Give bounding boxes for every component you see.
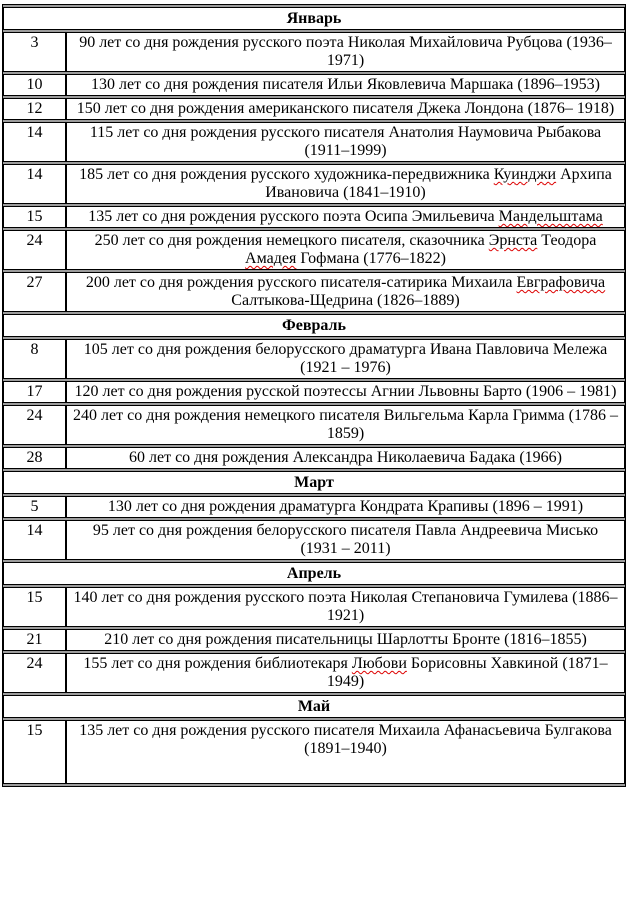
description-cell [66,98,625,120]
table-row [3,653,625,693]
description-text: Архипа Ивановича (1841–1910) [265,166,612,201]
day-cell: 12 [3,98,66,120]
description-text: 95 лет со дня рождения белорусского писателя Павла Андреевича Мисько (1931 – 2011) [92,522,599,557]
description-text: 90 лет со дня рождения русского поэта Николая Михайловича Рубцова (1936–1971) [79,34,612,69]
misspelled-word: Любови [351,655,407,672]
day-cell: 14 [3,520,66,560]
table-row [3,32,625,72]
misspelled-word: Куинджи [493,166,557,183]
description-text: Гофмана (1776–1822) [296,250,446,267]
anniversaries-table [2,4,626,787]
description-text: Борисовны Хавкиной (1871– 1949) [326,655,608,690]
table-row [3,272,625,312]
description-text: 130 лет со дня рождения писателя Ильи Яковлевича Маршака (1896–1953) [91,76,600,93]
day-cell: 21 [3,629,66,651]
description-cell [66,32,625,72]
table-row [3,339,625,379]
day-cell: 15 [3,587,66,627]
table-row [3,629,625,651]
description-text: 140 лет со дня рождения русского поэта Николая Степановича Гумилева (1886–1921) [73,589,618,624]
description-cell [66,520,625,560]
description-cell [66,381,625,403]
description-cell [66,122,625,162]
table-row [3,381,625,403]
day-cell: 24 [3,653,66,693]
table-row [3,98,625,120]
day-cell: 15 [3,206,66,228]
month-header-row [3,471,625,494]
table-row [3,206,625,228]
description-text: 120 лет со дня рождения русской поэтессы Агнии Львовны Барто (1906 – 1981) [74,383,617,400]
day-cell: 17 [3,381,66,403]
table-row [3,520,625,560]
description-cell [66,720,625,784]
description-cell [66,496,625,518]
day-cell: 24 [3,230,66,270]
description-text: Салтыкова-Щедрина (1826–1889) [231,292,460,309]
description-text: 130 лет со дня рождения драматурга Кондрата Крапивы (1896 – 1991) [107,498,584,515]
day-cell: 5 [3,496,66,518]
description-cell [66,272,625,312]
description-cell [66,405,625,445]
misspelled-word: Евграфовича [516,274,606,291]
description-text: 115 лет со дня рождения русского писателя Анатолия Наумовича Рыбакова (1911–1999) [89,124,602,159]
month-header-row [3,695,625,718]
description-text: 150 лет со дня рождения американского писателя Джека Лондона (1876– 1918) [76,100,615,117]
misspelled-word: Мандельштама [498,208,603,225]
day-cell: 3 [3,32,66,72]
month-header: Апрель [3,562,625,585]
table-row [3,230,625,270]
description-cell [66,206,625,228]
description-text: 250 лет со дня рождения немецкого писателя, сказочника [94,232,489,249]
misspelled-word: Эрнста [488,232,538,249]
table-row [3,74,625,96]
description-text: 210 лет со дня рождения писательницы Шарлотты Бронте (1816–1855) [104,631,587,648]
table-row [3,405,625,445]
description-cell [66,230,625,270]
day-cell: 14 [3,164,66,204]
month-header: Май [3,695,625,718]
description-cell [66,447,625,469]
table-row [3,587,625,627]
day-cell: 14 [3,122,66,162]
table-row [3,447,625,469]
table-row [3,496,625,518]
day-cell: 15 [3,720,66,784]
description-text: 60 лет со дня рождения Александра Николаевича Бадака (1966) [129,449,562,466]
day-cell: 8 [3,339,66,379]
day-cell: 24 [3,405,66,445]
day-cell: 28 [3,447,66,469]
table-row [3,122,625,162]
description-cell [66,74,625,96]
month-header: Февраль [3,314,625,337]
description-cell [66,629,625,651]
table-row [3,720,625,784]
description-text: 240 лет со дня рождения немецкого писателя Вильгельма Карла Гримма (1786 – 1859) [73,407,618,442]
day-cell: 10 [3,74,66,96]
description-cell [66,164,625,204]
description-cell [66,587,625,627]
description-text: 135 лет со дня рождения русского поэта Осипа Эмильевича [88,208,499,225]
description-cell [66,653,625,693]
description-text: 185 лет со дня рождения русского художника-передвижника [79,166,494,183]
month-header-row [3,7,625,30]
misspelled-word: Амадея [245,250,297,267]
month-header-row [3,314,625,337]
table-row [3,164,625,204]
month-header: Март [3,471,625,494]
month-header-row [3,562,625,585]
description-cell [66,339,625,379]
description-text: 105 лет со дня рождения белорусского драматурга Ивана Павловича Мележа (1921 – 1976) [83,341,608,376]
day-cell: 27 [3,272,66,312]
description-text: 135 лет со дня рождения русского писателя Михаила Афанасьевича Булгакова (1891–1940) [79,722,612,757]
description-text: 200 лет со дня рождения русского писателя-сатирика Михаила [85,274,517,291]
description-text: 155 лет со дня рождения библиотекаря [83,655,352,672]
month-header: Январь [3,7,625,30]
description-text: Теодора [537,232,597,249]
